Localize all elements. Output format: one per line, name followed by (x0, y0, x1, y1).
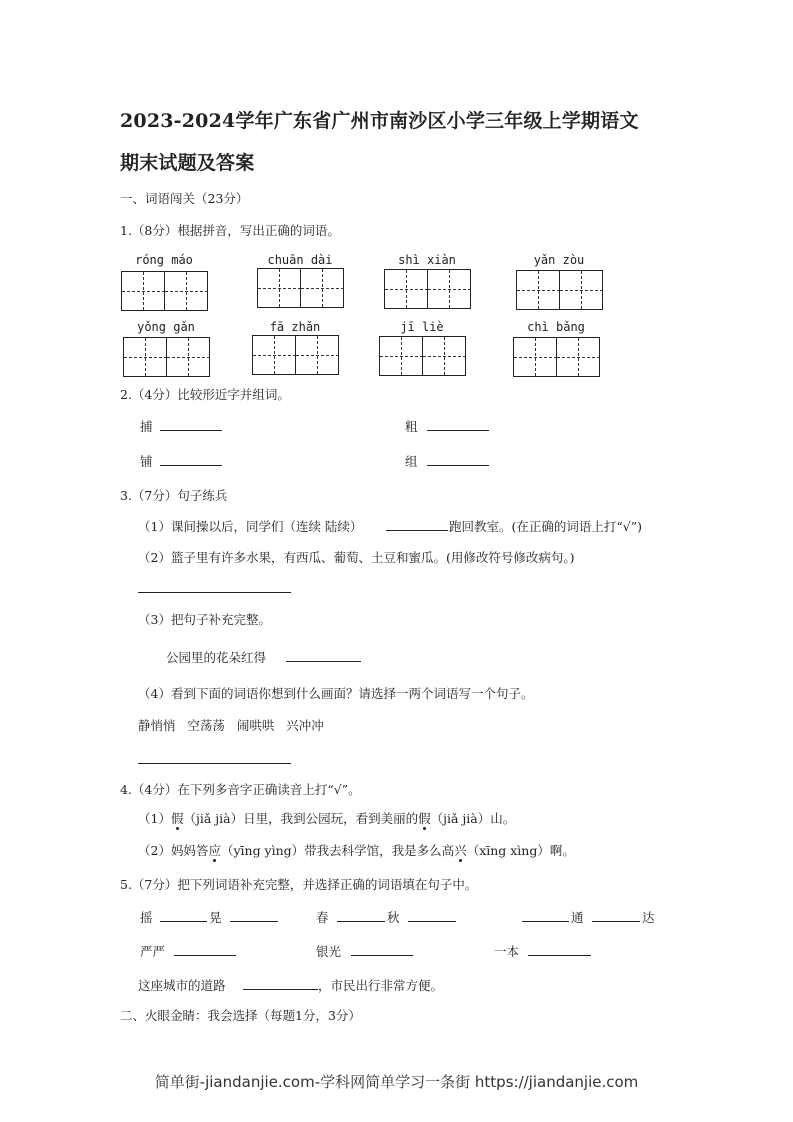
q5-sentence-part2: ，市民出行非常方便。 (318, 978, 444, 993)
q5-word: 一本 (494, 944, 520, 959)
answer-blank[interactable] (160, 465, 222, 466)
q4-line1: （1）假（jiǎ jià）日里，我到公园玩，看到美丽的假（jiǎ jià）山。 (138, 811, 516, 826)
q3-s3: （3）把句子补充完整。 (138, 612, 271, 627)
answer-blank[interactable] (243, 989, 318, 990)
q3-s3-sentence: 公园里的花朵红得 (166, 650, 267, 665)
q3-s1-part2: 跑回教室。(在正确的词语上打“√”) (449, 519, 642, 534)
marked-char: 兴 (454, 843, 467, 858)
writing-grid[interactable] (121, 271, 208, 311)
answer-blank[interactable] (160, 430, 222, 431)
q5-sentence-part1: 这座城市的道路 (138, 978, 226, 993)
q5-char: 摇 (140, 910, 153, 925)
q1-prompt: 1.（8分）根据拼音，写出正确的词语。 (120, 223, 340, 238)
q2-prompt: 2.（4分）比较形近字并组词。 (120, 387, 290, 402)
q5-char: 秋 (387, 910, 400, 925)
pinyin-label: chì bǎng (527, 320, 585, 334)
writing-grid[interactable] (513, 337, 600, 377)
section2-heading: 二、火眼金睛：我会选择（每题1分，3分） (120, 1008, 361, 1023)
writing-grid[interactable] (384, 269, 471, 309)
answer-blank[interactable] (528, 955, 591, 956)
page-footer: 简单街-jiandanjie.com-学科网简单学习一条街 https://jiandanjie.com (154, 1073, 639, 1091)
q5-char: 晃 (209, 910, 222, 925)
doc-title-line1: 2023-2024学年广东省广州市南沙区小学三年级上学期语文 (120, 110, 639, 132)
answer-blank[interactable] (386, 530, 448, 531)
q3-word-list: 静悄悄 空荡荡 闹哄哄 兴冲冲 (138, 718, 324, 733)
section1-heading: 一、词语闯关（23分） (120, 191, 249, 206)
answer-blank[interactable] (174, 955, 236, 956)
pinyin-label: shì xiàn (398, 253, 456, 267)
marked-char: 假 (170, 811, 184, 826)
pinyin-label: yǒng gǎn (137, 320, 195, 334)
writing-grid[interactable] (257, 268, 344, 308)
pinyin-label: chuān dài (267, 253, 333, 267)
q5-prompt: 5.（7分）把下列词语补充完整，并选择正确的词语填在句子中。 (120, 877, 478, 892)
q3-prompt: 3.（7分）句子练兵 (120, 488, 228, 503)
doc-title-line2: 期末试题及答案 (120, 152, 255, 174)
marked-char: 假 (418, 811, 431, 826)
q3-s2: （2）篮子里有许多水果，有西瓜、葡萄、土豆和蜜瓜。(用修改符号修改病句。) (138, 550, 575, 565)
q2-char: 组 (405, 454, 418, 469)
q2-char: 粗 (405, 419, 418, 434)
answer-blank[interactable] (522, 921, 569, 922)
answer-blank[interactable] (337, 921, 385, 922)
answer-blank[interactable] (230, 921, 278, 922)
writing-grid[interactable] (516, 270, 603, 310)
answer-blank[interactable] (160, 921, 207, 922)
q3-s1-part1: （1）课间操以后，同学们（连续 陆续） (138, 519, 363, 534)
q4-line2: （2）妈妈答应（yīng yìng）带我去科学馆，我是多么高兴（xīng xìng）啊。 (138, 843, 575, 858)
marked-char: 应 (208, 843, 221, 858)
writing-grid[interactable] (379, 336, 466, 376)
q5-char: 春 (316, 910, 329, 925)
writing-grid[interactable] (252, 335, 339, 375)
answer-blank[interactable] (592, 921, 640, 922)
q2-char: 捕 (140, 419, 153, 434)
q3-s4: （4）看到下面的词语你想到什么画面？请选择一两个词语写一个句子。 (138, 686, 534, 701)
q4-prompt: 4.（4分）在下列多音字正确读音上打“√”。 (120, 782, 361, 797)
q5-word: 银光 (316, 944, 342, 959)
q5-word: 严严 (140, 944, 166, 959)
q5-char: 通 (571, 910, 584, 925)
writing-grid[interactable] (123, 337, 210, 377)
answer-blank[interactable] (427, 465, 489, 466)
answer-line[interactable] (138, 592, 291, 593)
answer-blank[interactable] (286, 661, 361, 662)
q2-char: 铺 (140, 454, 153, 469)
answer-blank[interactable] (408, 921, 456, 922)
q5-char: 达 (642, 910, 655, 925)
answer-line[interactable] (138, 763, 291, 764)
pinyin-label: róng máo (135, 253, 193, 267)
pinyin-label: jī liè (400, 320, 444, 334)
answer-blank[interactable] (427, 430, 489, 431)
answer-blank[interactable] (351, 955, 413, 956)
pinyin-label: yǎn zòu (533, 253, 585, 267)
pinyin-label: fā zhǎn (269, 320, 321, 334)
